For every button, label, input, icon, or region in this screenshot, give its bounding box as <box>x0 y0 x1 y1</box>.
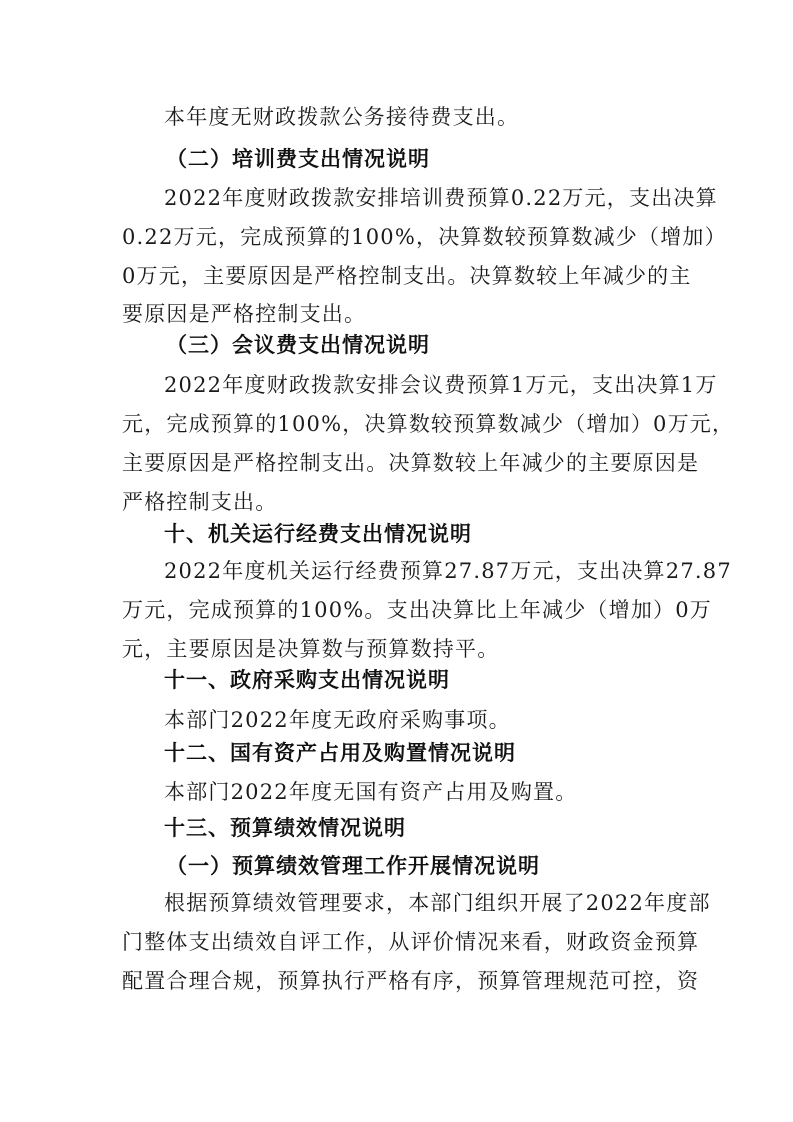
paragraph-line: 2022年度机关运行经费预算27.87万元，支出决算27.87 <box>164 559 732 583</box>
section-heading-government-procurement: 十一、政府采购支出情况说明 <box>164 668 450 692</box>
paragraph-line: 要原因是严格控制支出。 <box>122 302 367 326</box>
section-heading-budget-performance: 十三、预算绩效情况说明 <box>164 816 406 840</box>
paragraph-line: 元，完成预算的100%，决算数较预算数减少（增加）0万元， <box>122 412 735 436</box>
paragraph-line: 元，主要原因是决算数与预算数持平。 <box>122 637 500 661</box>
paragraph-line: 本年度无财政拨款公务接待费支出。 <box>164 105 520 129</box>
paragraph-line: 门整体支出绩效自评工作，从评价情况来看，财政资金预算 <box>122 930 700 954</box>
paragraph-line: 本部门2022年度无国有资产占用及购置。 <box>164 780 578 804</box>
paragraph-line: 根据预算绩效管理要求，本部门组织开展了2022年度部 <box>164 891 711 915</box>
section-heading-state-assets: 十二、国有资产占用及购置情况说明 <box>164 741 516 765</box>
paragraph-line: 0.22万元，完成预算的100%，决算数较预算数减少（增加） <box>122 225 727 249</box>
section-heading-operating-expenses: 十、机关运行经费支出情况说明 <box>164 522 472 546</box>
paragraph-line: 本部门2022年度无政府采购事项。 <box>164 708 511 732</box>
paragraph-line: 0万元，主要原因是严格控制支出。决算数较上年减少的主 <box>122 264 692 288</box>
paragraph-line: 主要原因是严格控制支出。决算数较上年减少的主要原因是 <box>122 451 700 475</box>
paragraph-line: 2022年度财政拨款安排培训费预算0.22万元，支出决算 <box>164 186 718 210</box>
section-heading-performance-management: （一）预算绩效管理工作开展情况说明 <box>166 854 540 878</box>
paragraph-line: 配置合理合规，预算执行严格有序，预算管理规范可控，资 <box>122 969 700 993</box>
paragraph-line: 2022年度财政拨款安排会议费预算1万元，支出决算1万 <box>164 373 718 397</box>
section-heading-training-fee: （二）培训费支出情况说明 <box>166 147 430 171</box>
paragraph-line: 万元，完成预算的100%。支出决算比上年减少（增加）0万 <box>122 598 712 622</box>
section-heading-meeting-fee: （三）会议费支出情况说明 <box>166 333 430 357</box>
paragraph-line: 严格控制支出。 <box>122 490 278 514</box>
